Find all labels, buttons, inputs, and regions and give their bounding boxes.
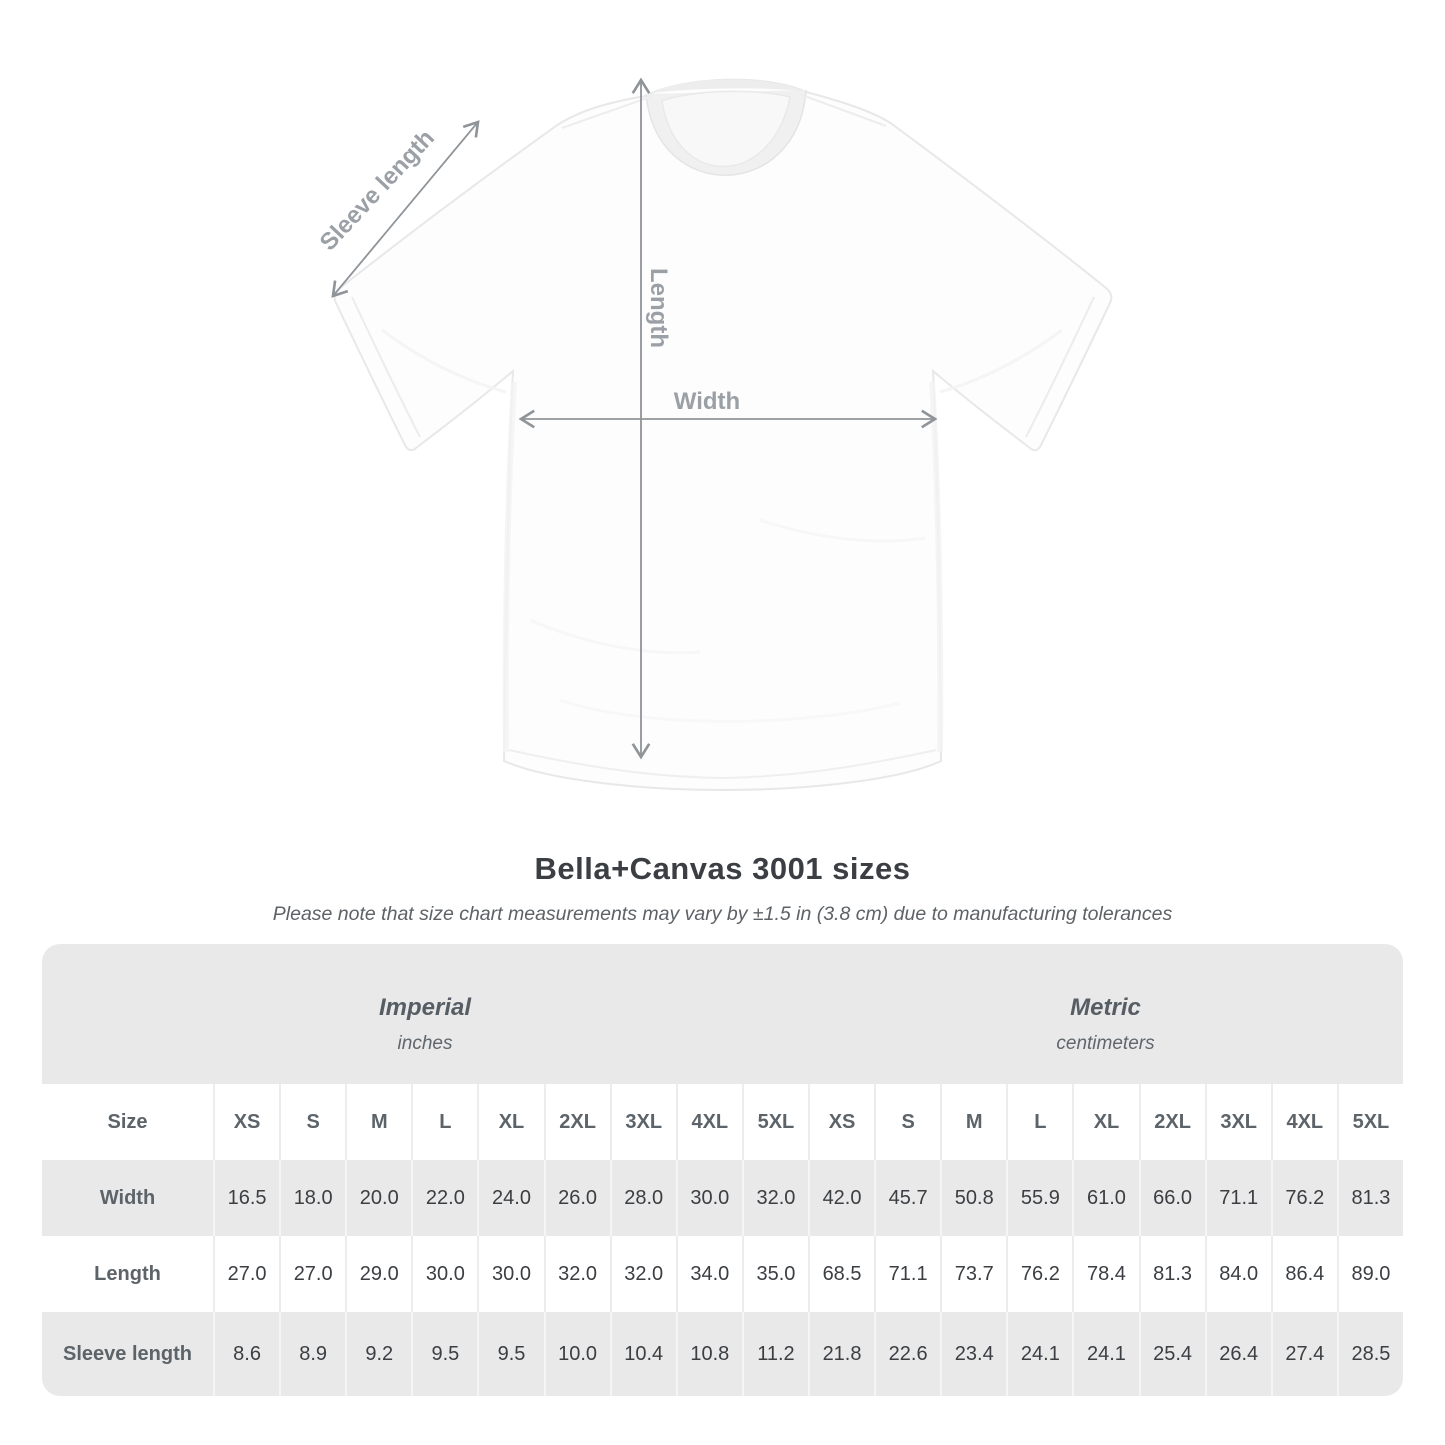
measurement-cell: 11.2 <box>742 1312 808 1396</box>
imperial-header <box>42 944 808 1084</box>
size-col-header: 3XL <box>610 1084 676 1160</box>
page-title: Bella+Canvas 3001 sizes <box>534 851 911 886</box>
measurement-cell: 81.3 <box>1337 1160 1403 1236</box>
tshirt-illustration <box>335 79 1112 790</box>
metric-header <box>808 944 1403 1084</box>
size-col-header: S <box>279 1084 345 1160</box>
row-label: Length <box>42 1236 213 1312</box>
measurement-cell: 10.0 <box>544 1312 610 1396</box>
measurement-cell: 9.5 <box>477 1312 543 1396</box>
width-label: Width <box>673 388 741 415</box>
size-col-header: XS <box>213 1084 279 1160</box>
measurement-cell: 22.6 <box>874 1312 940 1396</box>
measurement-cell: 86.4 <box>1271 1236 1337 1312</box>
size-col-header: 2XL <box>1139 1084 1205 1160</box>
measurement-cell: 25.4 <box>1139 1312 1205 1396</box>
tolerance-note: Please note that size chart measurements may vary by ±1.5 in (3.8 cm) due to manufacturing tolerances <box>272 903 1173 925</box>
size-header: Size <box>42 1084 213 1160</box>
sleeve-length-label: Sleeve length <box>314 124 440 257</box>
size-col-header: 3XL <box>1205 1084 1271 1160</box>
measurement-cell: 30.0 <box>411 1236 477 1312</box>
measurement-cell: 24.0 <box>477 1160 543 1236</box>
measurement-cell: 23.4 <box>940 1312 1006 1396</box>
measurement-cell: 68.5 <box>808 1236 874 1312</box>
measurement-cell: 32.0 <box>742 1160 808 1236</box>
measurement-cell: 29.0 <box>345 1236 411 1312</box>
measurement-cell: 73.7 <box>940 1236 1006 1312</box>
row-label: Width <box>42 1160 213 1236</box>
measurement-cell: 27.4 <box>1271 1312 1337 1396</box>
measurement-cell: 16.5 <box>213 1160 279 1236</box>
imperial-label: Imperial <box>378 993 472 1021</box>
unit-header-row <box>42 944 1403 1084</box>
measurement-cell: 27.0 <box>213 1236 279 1312</box>
row-label: Sleeve length <box>42 1312 213 1396</box>
measurement-cell: 28.0 <box>610 1160 676 1236</box>
measurement-cell: 30.0 <box>676 1160 742 1236</box>
size-col-header: 5XL <box>742 1084 808 1160</box>
measurement-cell: 78.4 <box>1072 1236 1138 1312</box>
measurement-cell: 27.0 <box>279 1236 345 1312</box>
size-col-header: M <box>940 1084 1006 1160</box>
measurement-cell: 66.0 <box>1139 1160 1205 1236</box>
measurement-cell: 71.1 <box>874 1236 940 1312</box>
measurement-cell: 35.0 <box>742 1236 808 1312</box>
imperial-unit: inches <box>397 1032 453 1054</box>
size-col-header: M <box>345 1084 411 1160</box>
size-header-row <box>42 1084 1403 1160</box>
measurement-cell: 89.0 <box>1337 1236 1403 1312</box>
size-col-header: 5XL <box>1337 1084 1403 1160</box>
length-label: Length <box>645 268 672 348</box>
measurement-cell: 32.0 <box>544 1236 610 1312</box>
measurement-cell: 8.9 <box>279 1312 345 1396</box>
size-col-header: 4XL <box>676 1084 742 1160</box>
size-col-header: 4XL <box>1271 1084 1337 1160</box>
metric-unit: centimeters <box>1056 1032 1155 1054</box>
metric-label: Metric <box>1070 993 1141 1021</box>
measurement-cell: 10.4 <box>610 1312 676 1396</box>
measurement-cell: 24.1 <box>1072 1312 1138 1396</box>
measurement-cell: 18.0 <box>279 1160 345 1236</box>
size-table <box>42 944 1403 1396</box>
size-col-header: XS <box>808 1084 874 1160</box>
tshirt-body <box>335 80 1112 790</box>
measurement-cell: 30.0 <box>477 1236 543 1312</box>
measurement-cell: 10.8 <box>676 1312 742 1396</box>
size-col-header: L <box>411 1084 477 1160</box>
measurement-cell: 9.5 <box>411 1312 477 1396</box>
measurement-cell: 76.2 <box>1271 1160 1337 1236</box>
measurement-cell: 81.3 <box>1139 1236 1205 1312</box>
measurement-cell: 50.8 <box>940 1160 1006 1236</box>
measurement-cell: 21.8 <box>808 1312 874 1396</box>
measurement-cell: 26.0 <box>544 1160 610 1236</box>
measurement-cell: 42.0 <box>808 1160 874 1236</box>
size-col-header: XL <box>1072 1084 1138 1160</box>
size-col-header: XL <box>477 1084 543 1160</box>
measurement-cell: 20.0 <box>345 1160 411 1236</box>
size-col-header: 2XL <box>544 1084 610 1160</box>
measurement-cell: 24.1 <box>1006 1312 1072 1396</box>
length-row <box>42 1236 1403 1312</box>
measurement-cell: 34.0 <box>676 1236 742 1312</box>
measurement-cell: 9.2 <box>345 1312 411 1396</box>
measurement-cell: 45.7 <box>874 1160 940 1236</box>
measurement-cell: 61.0 <box>1072 1160 1138 1236</box>
measurement-cell: 22.0 <box>411 1160 477 1236</box>
measurement-cell: 32.0 <box>610 1236 676 1312</box>
width-row <box>42 1160 1403 1236</box>
measurement-cell: 71.1 <box>1205 1160 1271 1236</box>
measurement-cell: 76.2 <box>1006 1236 1072 1312</box>
measurement-cell: 55.9 <box>1006 1160 1072 1236</box>
measurement-cell: 8.6 <box>213 1312 279 1396</box>
measurement-cell: 84.0 <box>1205 1236 1271 1312</box>
size-col-header: S <box>874 1084 940 1160</box>
size-col-header: L <box>1006 1084 1072 1160</box>
measurement-cell: 26.4 <box>1205 1312 1271 1396</box>
measurement-cell: 28.5 <box>1337 1312 1403 1396</box>
sleeve-length-row <box>42 1312 1403 1396</box>
